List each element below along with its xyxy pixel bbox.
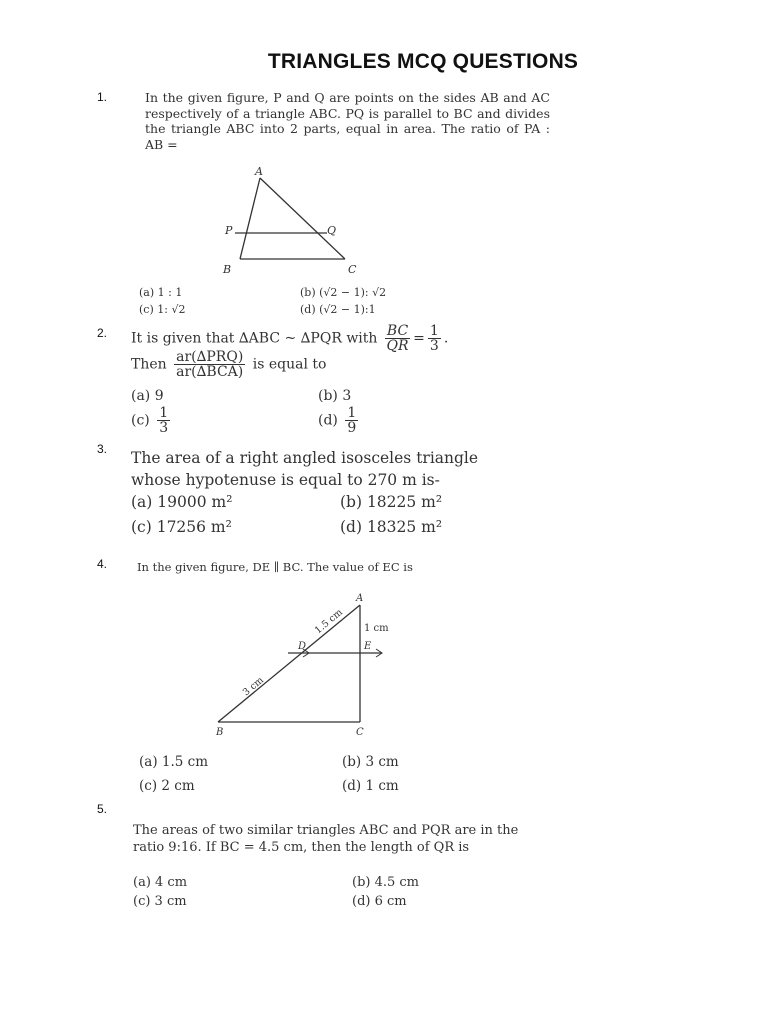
question-4-figure — [210, 590, 410, 740]
q3-option-a: (a) 19000 m² — [131, 493, 233, 511]
q3-option-b: (b) 18225 m² — [340, 493, 443, 511]
q4-option-c: (c) 2 cm — [139, 778, 195, 794]
q2-ratio-num: BC — [386, 323, 409, 339]
page-title: TRIANGLES MCQ QUESTIONS — [267, 50, 579, 73]
q2-ratio-value — [428, 324, 441, 353]
q2-side-ratio — [385, 324, 410, 353]
q4-label-e: E — [364, 641, 372, 652]
q1-label-p: P — [225, 224, 233, 237]
q4-label-ae: 1 cm — [364, 623, 389, 634]
q4-label-d: D — [298, 641, 307, 652]
question-3-number: 3. — [97, 442, 108, 456]
q4-option-b: (b) 3 cm — [342, 754, 399, 770]
q2-area-num: ar(∆PRQ) — [176, 349, 244, 365]
q5-option-d: (d) 6 cm — [352, 894, 407, 909]
question-4-number: 4. — [97, 557, 108, 571]
q2-ratio-eq: = — [413, 330, 425, 347]
q4-label-b: B — [216, 727, 224, 738]
q1-label-b: B — [223, 263, 232, 276]
q2-option-a: (a) 9 — [131, 388, 164, 404]
q3-option-c: (c) 17256 m² — [131, 518, 232, 536]
question-4-text: In the given figure, DE ∥ BC. The value of EC is — [137, 560, 413, 574]
question-5-text: The areas of two similar triangles ABC and PQR are in the ratio 9:16. If BC = 4.5 cm, then the length of QR is — [133, 823, 519, 855]
q2-option-b: (b) 3 — [318, 388, 352, 404]
question-1-number: 1. — [97, 90, 108, 104]
q2-option-c — [131, 406, 173, 435]
q2-ratio-den: QR — [386, 338, 409, 354]
q4-label-ad: 1.5 cm — [312, 607, 345, 637]
q2-option-c-frac — [157, 406, 170, 435]
q2-area-ratio — [174, 350, 245, 379]
q1-option-d: (d) (√2 − 1):1 — [300, 303, 376, 316]
q2-option-d — [318, 406, 361, 435]
question-1-figure — [215, 163, 365, 278]
q2-option-d-frac — [345, 406, 358, 435]
q2-option-d-den: 9 — [347, 420, 357, 436]
q1-label-q: Q — [327, 224, 337, 237]
q2-option-c-den: 3 — [159, 420, 169, 436]
q2-line1-prefix: It is given that ∆ABC ~ ∆PQR with — [131, 330, 378, 347]
q1-label-c: C — [348, 263, 357, 276]
q2-line2-prefix: Then — [131, 356, 167, 373]
q2-area-den: ar(∆BCA) — [176, 364, 244, 380]
q2-option-c-num: 1 — [159, 405, 169, 421]
q5-option-a: (a) 4 cm — [133, 875, 188, 890]
q2-ratio-val-den: 3 — [429, 338, 439, 354]
question-2-number: 2. — [97, 326, 108, 340]
question-1-text: In the given figure, P and Q are points on the sides AB and AC respectively of a triangle ABC. PQ is parallel to BC and divides the triangle ABC into 2 parts, equal in area. The ratio of PA : AB = — [145, 90, 550, 152]
q2-option-c-label: (c) — [131, 412, 150, 429]
q4-option-d: (d) 1 cm — [342, 778, 399, 794]
q5-option-b: (b) 4.5 cm — [352, 875, 420, 890]
q2-line2-suffix: is equal to — [252, 356, 327, 373]
q4-label-db: 3 cm — [240, 674, 266, 699]
question-2-line-1: It is given that ∆ABC ~ ∆PQR with $\frac{BC}{QR}$ = $\frac{1}{3}$ . — [131, 323, 449, 354]
q2-option-d-num: 1 — [347, 405, 357, 421]
q1-label-a: A — [255, 165, 263, 178]
question-5-number: 5. — [97, 802, 108, 816]
q1-option-c: (c) 1: √2 — [139, 303, 186, 316]
question-3-text: The area of a right angled isosceles triangle whose hypotenuse is equal to 270 m is- — [131, 449, 479, 489]
q3-option-d: (d) 18325 m² — [340, 518, 443, 536]
q5-option-c: (c) 3 cm — [133, 894, 187, 909]
q2-ratio-val-num: 1 — [429, 323, 439, 339]
q1-option-b: (b) (√2 − 1): √2 — [300, 286, 387, 299]
q4-label-a: A — [356, 593, 364, 604]
q1-option-a: (a) 1 : 1 — [139, 286, 183, 299]
question-2-line-2 — [131, 350, 326, 379]
q4-option-a: (a) 1.5 cm — [139, 754, 208, 770]
q4-label-c: C — [356, 727, 364, 738]
q2-option-d-label: (d) — [318, 412, 338, 429]
